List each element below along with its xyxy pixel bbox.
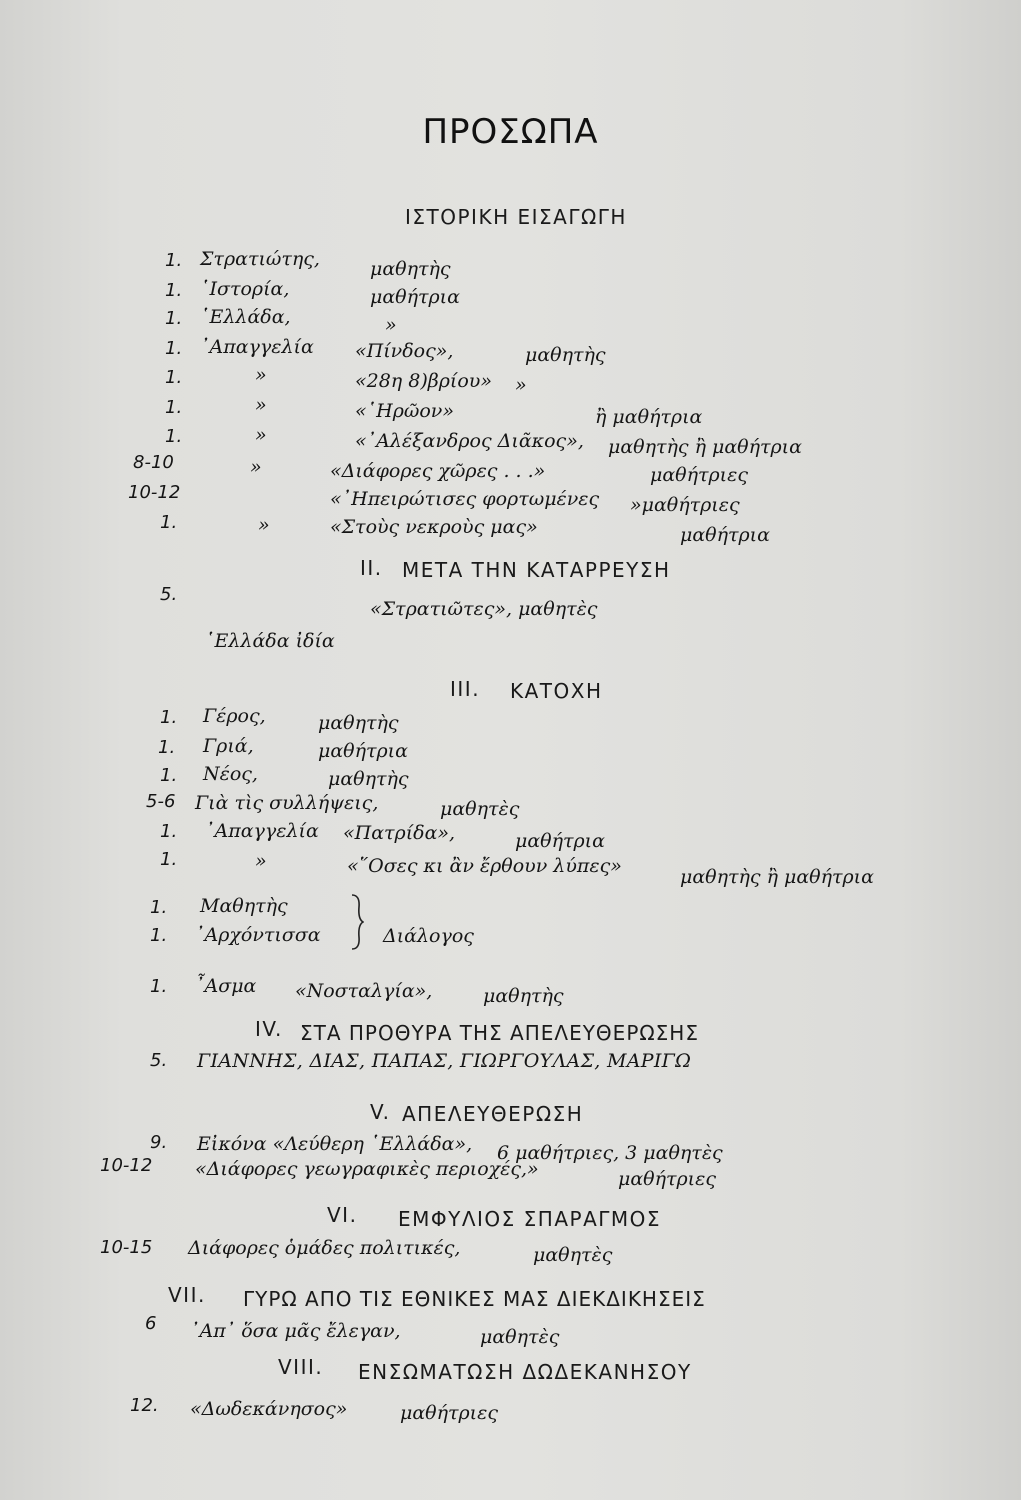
work-title: «Στοὺς νεκροὺς μας» — [330, 516, 538, 538]
performer-text: μαθητὴς — [483, 985, 564, 1007]
row-number: 5-6 — [146, 791, 176, 812]
ditto-mark: » — [255, 364, 267, 386]
row-number: 1. — [160, 821, 178, 842]
performer-text: μαθητὴς — [370, 258, 451, 280]
role-text: Γριά, — [203, 735, 254, 757]
brace-bracket — [350, 893, 364, 951]
role-text: Γέρος, — [203, 705, 266, 727]
ditto-mark: » — [255, 424, 267, 446]
performer-text: μαθητὲς — [533, 1244, 613, 1266]
role-text: Μαθητὴς — [200, 895, 288, 917]
performer-text: μαθήτρια — [318, 740, 408, 762]
work-title: «Διάφορες χῶρες . . .» — [330, 460, 546, 482]
row-number: 5. — [160, 584, 178, 605]
row-number: 6 — [145, 1313, 157, 1334]
performer-text: μαθητὴς ἢ μαθήτρια — [680, 866, 874, 888]
performer-text: μαθήτριες — [400, 1402, 498, 1424]
section-heading: ΣΤΑ ΠΡΟΘΥΡΑ ΤΗΣ ΑΠΕΛΕΥΘΕΡΩΣΗΣ — [300, 1021, 699, 1045]
work-title: «῞Οσες κι ἂν ἔρθουν λύπες» — [347, 855, 622, 877]
performer-text: μαθητὴς — [328, 768, 409, 790]
work-title: Εἰκόνα «Λεύθερη ῾Ελλάδα», — [197, 1133, 473, 1155]
row-number: 1. — [150, 897, 168, 918]
performer-text: ἢ μαθήτρια — [595, 406, 703, 428]
role-text: Νέος, — [203, 763, 258, 785]
section-heading: ΓΥΡΩ ΑΠΟ ΤΙΣ ΕΘΝΙΚΕΣ ΜΑΣ ΔΙΕΚΔΙΚΗΣΕΙΣ — [243, 1287, 706, 1311]
row-number: 10-12 — [100, 1155, 153, 1176]
performer-text: μαθητὴς — [318, 712, 399, 734]
work-title: «Στρατιῶτες», μαθητὲς — [370, 598, 598, 620]
section-number: V. — [370, 1100, 391, 1124]
row-number: 10-12 — [128, 482, 181, 503]
work-title: «῾Ηρῶον» — [355, 400, 454, 422]
row-number: 1. — [165, 426, 183, 447]
performer-text: μαθητὲς — [480, 1326, 560, 1348]
performer-text: »μαθήτριες — [630, 494, 740, 516]
row-number: 1. — [165, 367, 183, 388]
performer-text: μαθητὲς — [440, 798, 520, 820]
performer-text: μαθητὴς — [525, 344, 606, 366]
section-heading: ΕΜΦΥΛΙΟΣ ΣΠΑΡΑΓΜΟΣ — [398, 1207, 662, 1231]
section-heading: ΕΝΣΩΜΑΤΩΣΗ ΔΩΔΕΚΑΝΗΣΟΥ — [358, 1360, 692, 1384]
section-number: VΙ. — [327, 1203, 358, 1227]
performer-text: 6 μαθήτριες, 3 μαθητὲς — [497, 1142, 723, 1164]
work-title: «᾿Αλέξανδρος Διᾶκος», — [355, 430, 584, 452]
role-text: Γιὰ τὶς συλλήψεις, — [195, 792, 379, 814]
work-title: «Δωδεκάνησος» — [190, 1398, 348, 1420]
role-text: ᾿Απαγγελία — [205, 820, 319, 842]
section-heading: ΜΕΤΑ ΤΗΝ ΚΑΤΑΡΡΕΥΣΗ — [402, 558, 671, 582]
section-number: ΙV. — [255, 1017, 283, 1041]
ditto-mark: » — [258, 514, 270, 536]
work-title: «Διάφορες γεωγραφικὲς περιοχές,» — [195, 1158, 539, 1180]
section-number: VΙΙΙ. — [278, 1355, 324, 1379]
row-number: 12. — [130, 1395, 159, 1416]
ditto-mark: » — [255, 394, 267, 416]
row-number: 1. — [150, 976, 168, 997]
row-number: 1. — [160, 512, 178, 533]
section-heading: ΑΠΕΛΕΥΘΕΡΩΣΗ — [402, 1102, 584, 1126]
work-title: «Πατρίδα», — [343, 822, 456, 844]
row-number: 9. — [150, 1132, 168, 1153]
role-text: ᾿Απ᾿ ὅσα μᾶς ἔλεγαν, — [190, 1320, 401, 1342]
row-number: 8-10 — [133, 452, 174, 473]
row-number: 1. — [165, 338, 183, 359]
row-number: 1. — [165, 280, 183, 301]
role-text: ῾Ελλάδα, — [200, 306, 291, 328]
row-number: 1. — [158, 737, 176, 758]
section-heading: ΙΣΤΟΡΙΚΗ ΕΙΣΑΓΩΓΗ — [405, 205, 627, 229]
performer-text: μαθήτρια — [515, 830, 605, 852]
work-title: «Πίνδος», — [355, 340, 454, 362]
work-title: «28η 8)βρίου» — [355, 370, 492, 392]
role-text: ᾿Απαγγελία — [200, 336, 314, 358]
work-title: «᾿Ηπειρώτισες φορτωμένες — [330, 488, 600, 510]
role-text: Στρατιώτης, — [200, 248, 320, 270]
role-text: ᾿Αρχόντισσα — [195, 924, 321, 946]
work-title: «Νοσταλγία», — [295, 980, 433, 1002]
ditto-mark: » — [250, 456, 262, 478]
section-number: VΙΙ. — [168, 1283, 206, 1307]
row-number: 1. — [165, 250, 183, 271]
row-number: 5. — [150, 1050, 168, 1071]
row-number: 10-15 — [100, 1237, 153, 1258]
ditto-mark: » — [255, 850, 267, 872]
ditto-mark: » — [385, 314, 397, 336]
performer-text: μαθήτριες — [650, 464, 748, 486]
row-number: 1. — [165, 397, 183, 418]
performer-text: μαθήτριες — [618, 1168, 716, 1190]
role-text: ῾Ιστορία, — [200, 278, 290, 300]
row-number: 1. — [160, 849, 178, 870]
role-text: ῏Ασμα — [195, 975, 257, 997]
section-heading: ΚΑΤΟΧΗ — [510, 679, 603, 703]
ditto-mark: » — [515, 374, 527, 396]
section-number: ΙΙ. — [360, 556, 383, 580]
character-names: ΓΙΑΝΝΗΣ, ΔΙΑΣ, ΠΑΠΑΣ, ΓΙΩΡΓΟΥΛΑΣ, ΜΑΡΙΓΩ — [197, 1050, 692, 1072]
row-number: 1. — [150, 925, 168, 946]
dialogue-label: Διάλογος — [383, 925, 474, 947]
page-title: ΠΡΟΣΩΠΑ — [422, 112, 599, 152]
performer-text: μαθητὴς ἢ μαθήτρια — [608, 436, 802, 458]
role-text: Διάφορες ὁμάδες πολιτικές, — [188, 1237, 461, 1259]
section-number: ΙΙΙ. — [450, 677, 481, 701]
performer-text: μαθήτρια — [680, 524, 770, 546]
row-number: 1. — [160, 765, 178, 786]
row-number: 1. — [160, 707, 178, 728]
performer-text: μαθήτρια — [370, 286, 460, 308]
role-text: ῾Ελλάδα ἰδία — [205, 630, 335, 652]
row-number: 1. — [165, 308, 183, 329]
